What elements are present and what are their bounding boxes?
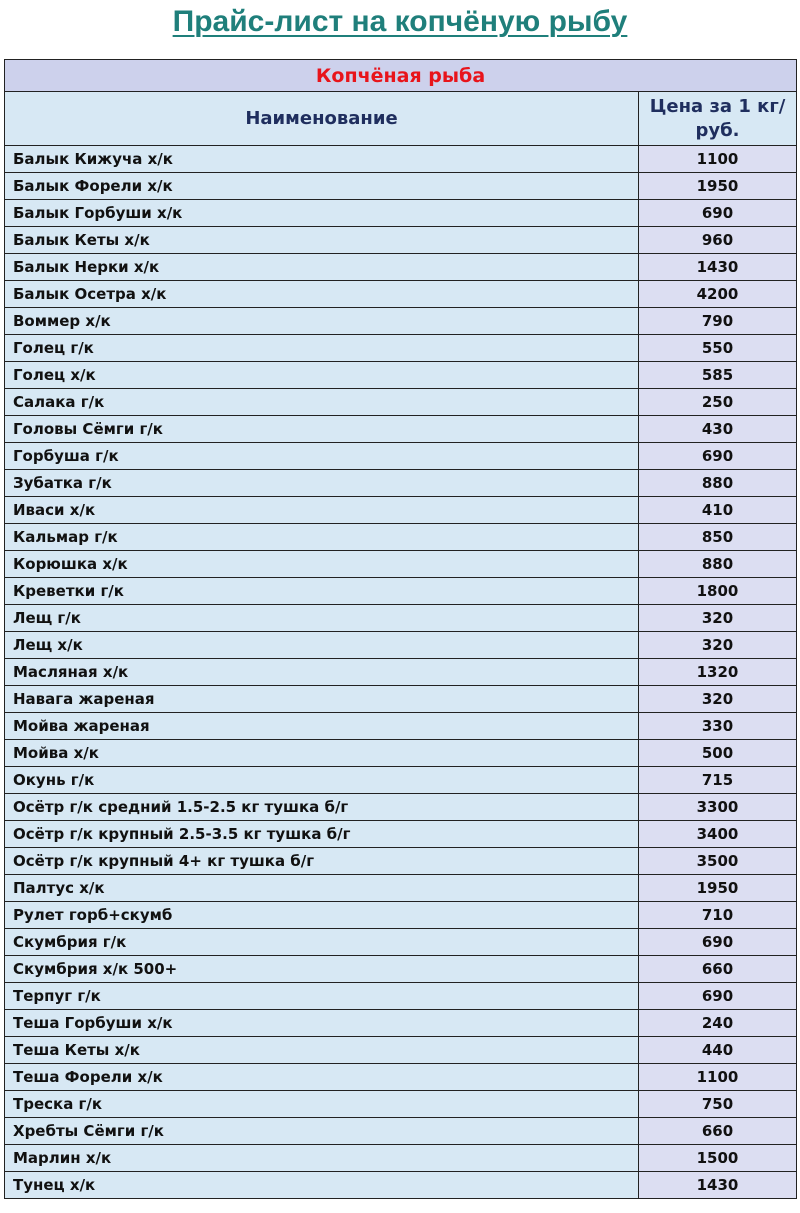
table-row [5, 767, 797, 794]
table-row [5, 956, 797, 983]
table-row [5, 632, 797, 659]
item-name-cell: Теша Кеты х/к [5, 1037, 639, 1064]
item-price-cell: 880 [639, 470, 797, 497]
item-name-cell: Окунь г/к [5, 767, 639, 794]
item-price-cell: 715 [639, 767, 797, 794]
table-row [5, 713, 797, 740]
item-price-cell: 880 [639, 551, 797, 578]
item-name-cell: Голец х/к [5, 362, 639, 389]
table-row [5, 416, 797, 443]
table-row [5, 848, 797, 875]
table-row [5, 659, 797, 686]
item-price-cell: 660 [639, 1118, 797, 1145]
item-name-cell: Лещ г/к [5, 605, 639, 632]
table-row [5, 281, 797, 308]
section-header-row [5, 60, 797, 92]
item-price-cell: 3500 [639, 848, 797, 875]
item-price-cell: 1100 [639, 1064, 797, 1091]
item-name-cell: Корюшка х/к [5, 551, 639, 578]
item-price-cell: 660 [639, 956, 797, 983]
table-row [5, 902, 797, 929]
table-row [5, 470, 797, 497]
item-price-cell: 960 [639, 227, 797, 254]
table-row [5, 524, 797, 551]
item-name-cell: Скумбрия х/к 500+ [5, 956, 639, 983]
table-row [5, 254, 797, 281]
table-row [5, 1091, 797, 1118]
item-price-cell: 1950 [639, 875, 797, 902]
table-row [5, 821, 797, 848]
item-price-cell: 790 [639, 308, 797, 335]
item-name-cell: Осётр г/к средний 1.5-2.5 кг тушка б/г [5, 794, 639, 821]
item-price-cell: 585 [639, 362, 797, 389]
item-price-cell: 690 [639, 929, 797, 956]
item-name-cell: Навага жареная [5, 686, 639, 713]
item-price-cell: 550 [639, 335, 797, 362]
table-row [5, 335, 797, 362]
item-price-cell: 690 [639, 200, 797, 227]
item-name-cell: Осётр г/к крупный 4+ кг тушка б/г [5, 848, 639, 875]
item-name-cell: Балык Форели х/к [5, 173, 639, 200]
item-name-cell: Голец г/к [5, 335, 639, 362]
item-name-cell: Палтус х/к [5, 875, 639, 902]
item-price-cell: 320 [639, 686, 797, 713]
price-table-body [5, 60, 797, 1199]
item-name-cell: Рулет горб+скумб [5, 902, 639, 929]
section-title: Копчёная рыба [5, 60, 797, 92]
table-row [5, 1118, 797, 1145]
item-name-cell: Балык Кижуча х/к [5, 146, 639, 173]
item-price-cell: 710 [639, 902, 797, 929]
table-row [5, 794, 797, 821]
item-price-cell: 4200 [639, 281, 797, 308]
item-name-cell: Кальмар г/к [5, 524, 639, 551]
table-row [5, 362, 797, 389]
item-name-cell: Скумбрия г/к [5, 929, 639, 956]
item-name-cell: Креветки г/к [5, 578, 639, 605]
table-row [5, 1037, 797, 1064]
table-row [5, 200, 797, 227]
item-name-cell: Терпуг г/к [5, 983, 639, 1010]
table-row [5, 1010, 797, 1037]
item-name-cell: Головы Сёмги г/к [5, 416, 639, 443]
item-name-cell: Иваси х/к [5, 497, 639, 524]
table-row [5, 551, 797, 578]
item-name-cell: Тунец х/к [5, 1172, 639, 1199]
item-name-cell: Теша Горбуши х/к [5, 1010, 639, 1037]
item-price-cell: 250 [639, 389, 797, 416]
item-price-cell: 1430 [639, 254, 797, 281]
item-price-cell: 850 [639, 524, 797, 551]
item-price-cell: 320 [639, 605, 797, 632]
item-name-cell: Мойва х/к [5, 740, 639, 767]
item-price-cell: 690 [639, 983, 797, 1010]
page-title: Прайс-лист на копчёную рыбу [172, 5, 628, 38]
item-name-cell: Мойва жареная [5, 713, 639, 740]
table-row [5, 497, 797, 524]
item-price-cell: 750 [639, 1091, 797, 1118]
table-row [5, 1064, 797, 1091]
table-row [5, 443, 797, 470]
item-name-cell: Зубатка г/к [5, 470, 639, 497]
column-header-name: Наименование [5, 92, 639, 146]
table-row [5, 146, 797, 173]
item-price-cell: 1100 [639, 146, 797, 173]
item-name-cell: Балык Осетра х/к [5, 281, 639, 308]
table-row [5, 983, 797, 1010]
table-row [5, 875, 797, 902]
item-name-cell: Масляная х/к [5, 659, 639, 686]
item-price-cell: 320 [639, 632, 797, 659]
price-table [4, 59, 797, 1199]
item-price-cell: 430 [639, 416, 797, 443]
item-name-cell: Горбуша г/к [5, 443, 639, 470]
item-name-cell: Салака г/к [5, 389, 639, 416]
table-row [5, 308, 797, 335]
item-name-cell: Балык Горбуши х/к [5, 200, 639, 227]
item-name-cell: Хребты Сёмги г/к [5, 1118, 639, 1145]
item-name-cell: Воммер х/к [5, 308, 639, 335]
table-row [5, 389, 797, 416]
item-name-cell: Осётр г/к крупный 2.5-3.5 кг тушка б/г [5, 821, 639, 848]
item-name-cell: Марлин х/к [5, 1145, 639, 1172]
table-row [5, 1145, 797, 1172]
item-price-cell: 240 [639, 1010, 797, 1037]
table-row [5, 578, 797, 605]
item-price-cell: 3400 [639, 821, 797, 848]
table-row [5, 740, 797, 767]
item-price-cell: 330 [639, 713, 797, 740]
item-price-cell: 1500 [639, 1145, 797, 1172]
item-price-cell: 1320 [639, 659, 797, 686]
table-row [5, 1172, 797, 1199]
table-row [5, 173, 797, 200]
item-price-cell: 440 [639, 1037, 797, 1064]
item-price-cell: 690 [639, 443, 797, 470]
item-price-cell: 500 [639, 740, 797, 767]
table-row [5, 686, 797, 713]
table-row [5, 929, 797, 956]
item-price-cell: 1800 [639, 578, 797, 605]
column-header-price: Цена за 1 кг/ руб. [639, 92, 797, 146]
column-header-row [5, 92, 797, 146]
item-name-cell: Балык Кеты х/к [5, 227, 639, 254]
table-row [5, 227, 797, 254]
item-name-cell: Треска г/к [5, 1091, 639, 1118]
table-row [5, 605, 797, 632]
item-price-cell: 3300 [639, 794, 797, 821]
item-name-cell: Балык Нерки х/к [5, 254, 639, 281]
item-price-cell: 1430 [639, 1172, 797, 1199]
item-name-cell: Теша Форели х/к [5, 1064, 639, 1091]
item-price-cell: 410 [639, 497, 797, 524]
item-name-cell: Лещ х/к [5, 632, 639, 659]
item-price-cell: 1950 [639, 173, 797, 200]
